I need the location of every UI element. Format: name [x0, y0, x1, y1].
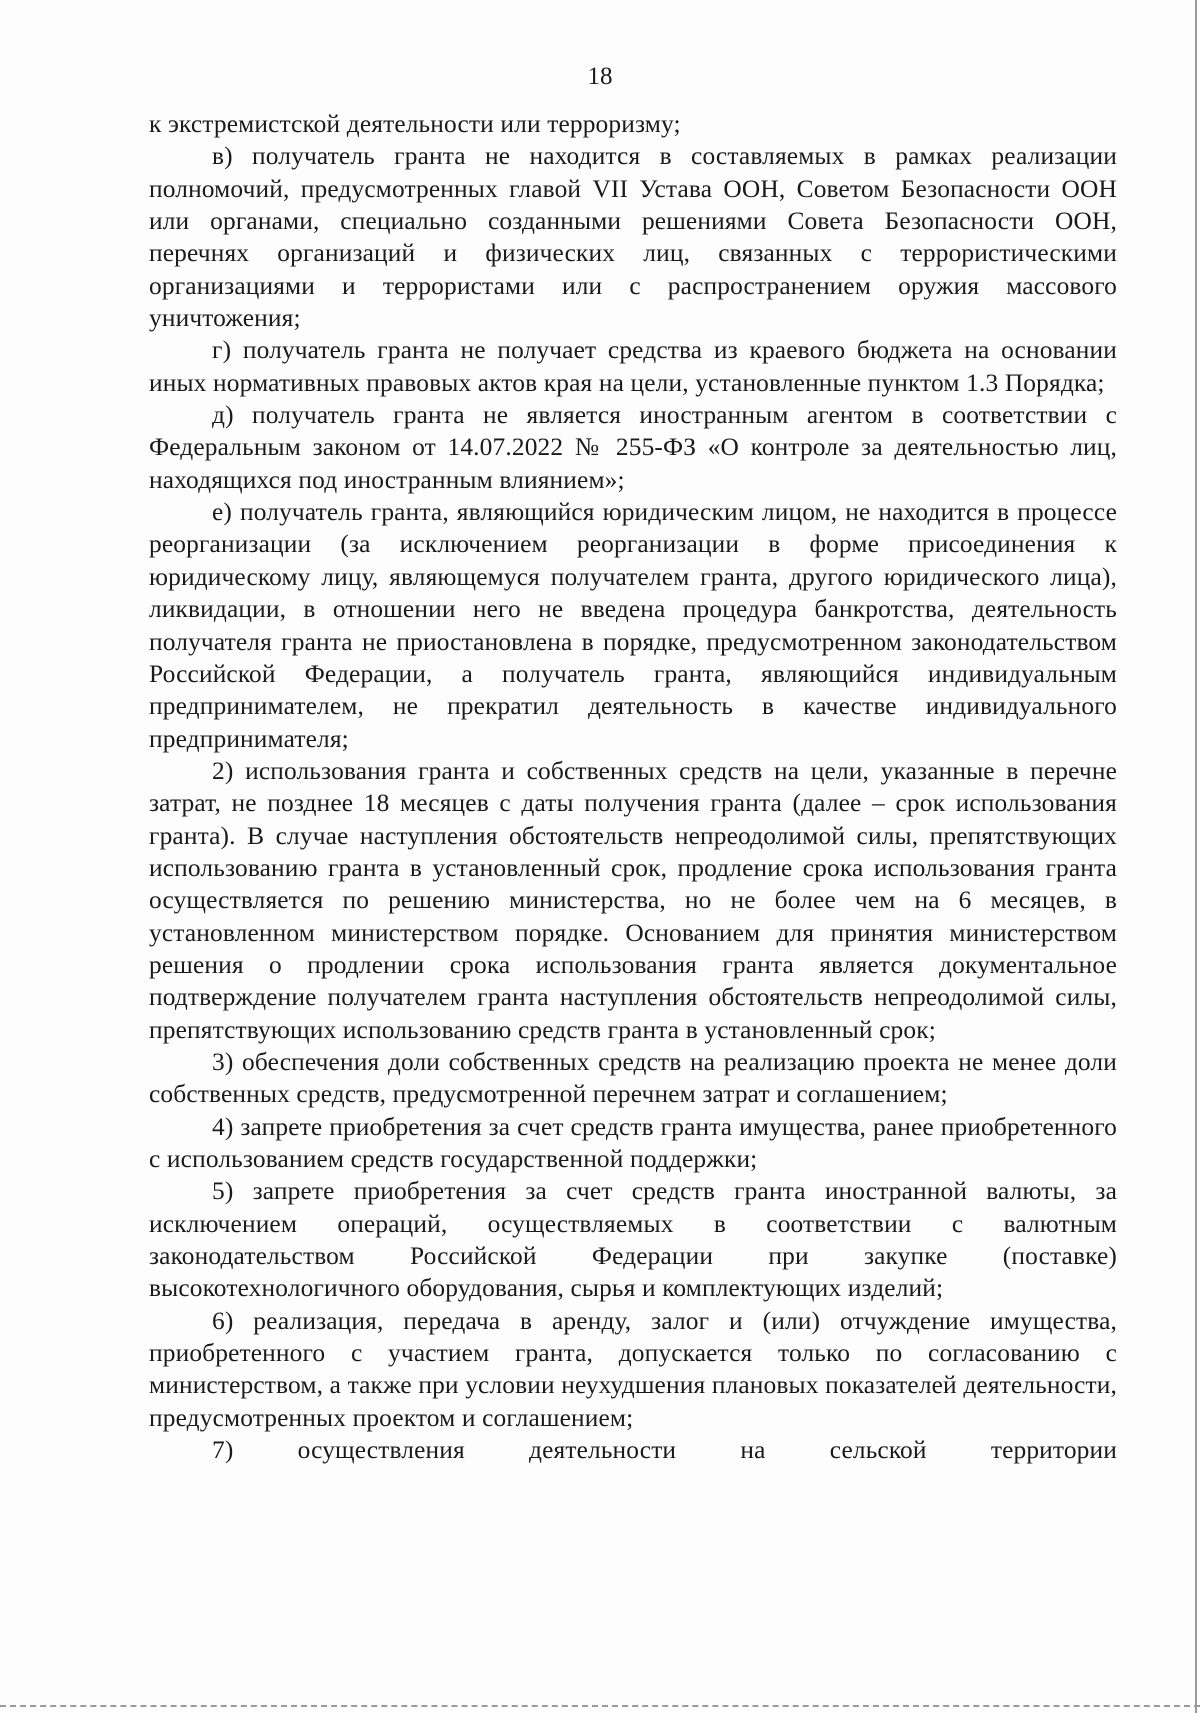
paragraph-item-v: в) получатель гранта не находится в составляемых в рамках реализации полномочий, предусмотренных главой VII Устава ООН, Советом Безопасности ООН или органами, специально созданными решениями Совета Безопасности ООН, перечнях организаций и физических лиц, связанных с террористическими организациями и террористами или с распространением оружия массового уничтожения;: [149, 142, 1117, 333]
page-number: 18: [587, 63, 613, 90]
paragraph-item-5: 5) запрете приобретения за счет средств гранта иностранной валюты, за исключением операций, осуществляемых в соответствии с валютным законодательством Российской Федерации при закупке (поставке) высокотехнологичного оборудования, сырья и комплектующих изделий;: [149, 1177, 1117, 1303]
paragraph-item-e: е) получатель гранта, являющийся юридическим лицом, не находится в процессе реорганизации (за исключением реорганизации в форме присоединения к юридическому лицу, являющемуся получателем гранта, другого юридического лица), ликвидации, в отношении него не введена процедура банкротства, деятельность получателя гранта не приостановлена в порядке, предусмотренном законодательством Российской Федерации, а получатель гранта, являющийся индивидуальным предпринимателем, не прекратил деятельность в качестве индивидуального предпринимателя;: [149, 498, 1117, 753]
paragraph-item-d: д) получатель гранта не является иностранным агентом в соответствии с Федеральным законом от 14.07.2022 № 255-ФЗ «О контроле за деятельностью лиц, находящихся под иностранным влиянием»;: [149, 401, 1117, 494]
scan-edge-right: [1195, 0, 1197, 1713]
scan-edge-bottom: [0, 1705, 1200, 1707]
paragraph-item-2: 2) использования гранта и собственных средств на цели, указанные в перечне затрат, не позднее 18 месяцев с даты получения гранта (далее – срок использования гранта). В случае наступления обстоятельств непреодолимой силы, препятствующих использованию гранта в установленный срок, продление срока использования гранта осуществляется по решению министерства, но не более чем на 6 месяцев, в установленном министерством порядке. Основанием для принятия министерством решения о продлении срока использования гранта является документальное подтверждение получателем гранта наступления обстоятельств непреодолимой силы, препятствующих использованию средств гранта в установленный срок;: [149, 756, 1117, 1044]
paragraph-item-7: 7) осуществления деятельности на сельской территории: [212, 1436, 1117, 1465]
paragraph-item-3: 3) обеспечения доли собственных средств на реализацию проекта не менее доли собственных средств, предусмотренной перечнем затрат и соглашением;: [149, 1047, 1117, 1109]
paragraph-item-4: 4) запрете приобретения за счет средств гранта имущества, ранее приобретенного с использованием средств государственной поддержки;: [149, 1112, 1117, 1173]
paragraph-item-6: 6) реализация, передача в аренду, залог и (или) отчуждение имущества, приобретенного с участием гранта, допускается только по согласованию с министерством, а также при условии неухудшения плановых показателей деятельности, предусмотренных проектом и соглашением;: [149, 1306, 1117, 1432]
paragraph-continuation: к экстремистской деятельности или терроризму;: [149, 110, 681, 138]
document-body: [149, 108, 1117, 1466]
paragraph-item-g: г) получатель гранта не получает средства из краевого бюджета на основании иных нормативных правовых актов края на цели, установленные пунктом 1.3 Порядка;: [149, 336, 1117, 397]
